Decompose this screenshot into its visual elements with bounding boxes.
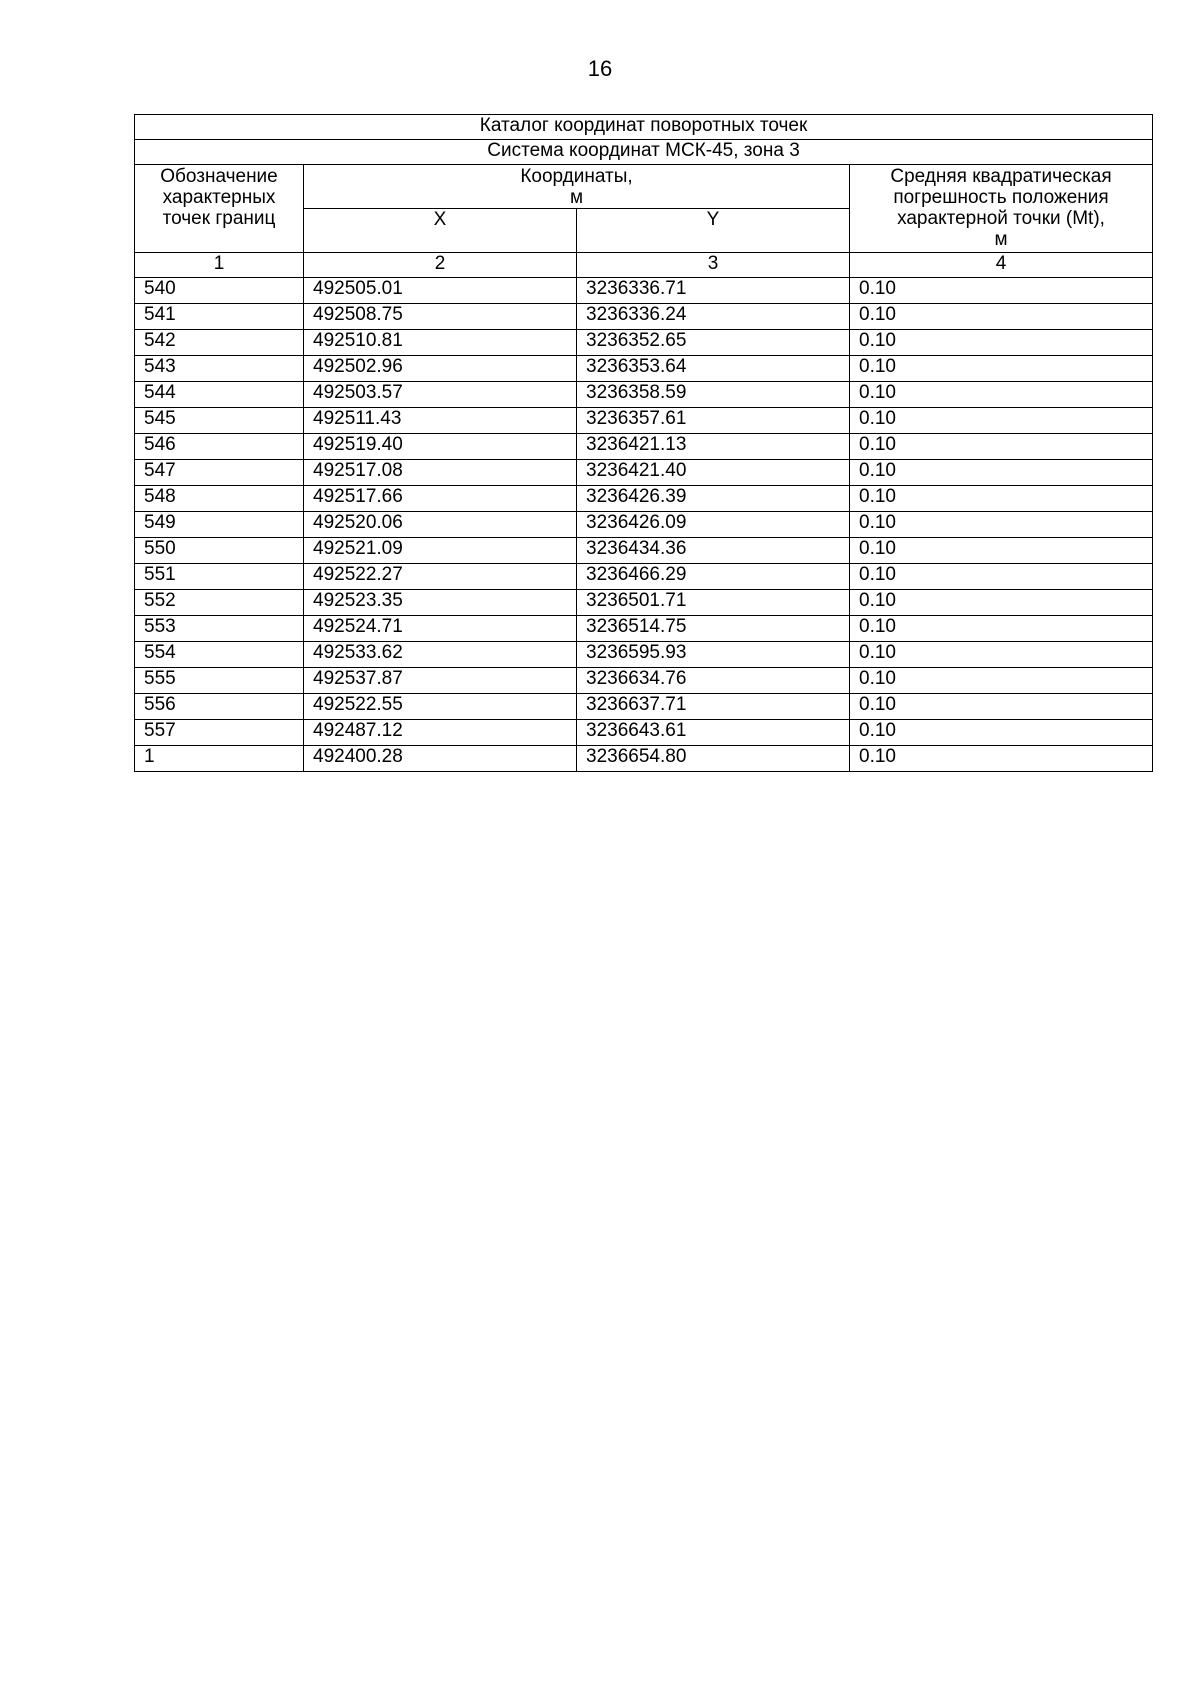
point-id-cell: 554	[135, 642, 304, 668]
point-id-cell: 550	[135, 538, 304, 564]
header-y: Y	[577, 209, 850, 253]
error-cell: 0.10	[850, 434, 1153, 460]
y-coordinate-cell: 3236654.80	[577, 746, 850, 772]
point-id-cell: 548	[135, 486, 304, 512]
column-number: 2	[304, 253, 577, 278]
error-cell: 0.10	[850, 668, 1153, 694]
point-id-cell: 552	[135, 590, 304, 616]
column-number: 1	[135, 253, 304, 278]
table-row	[135, 694, 1153, 720]
y-coordinate-cell: 3236426.09	[577, 512, 850, 538]
point-id-cell: 545	[135, 408, 304, 434]
x-coordinate-cell: 492524.71	[304, 616, 577, 642]
point-id-cell: 553	[135, 616, 304, 642]
table-row	[135, 356, 1153, 382]
coord-system-label: Система координат МСК-45, зона 3	[135, 140, 1153, 165]
table-row	[135, 330, 1153, 356]
header-mean-square-error: Средняя квадратическая погрешность положения характерной точки (Mt), м	[850, 165, 1153, 253]
column-number-row	[135, 253, 1153, 278]
table-row	[135, 304, 1153, 330]
error-cell: 0.10	[850, 642, 1153, 668]
x-coordinate-cell: 492517.66	[304, 486, 577, 512]
error-cell: 0.10	[850, 616, 1153, 642]
point-id-cell: 540	[135, 278, 304, 304]
header-point-label: Обозначение характерных точек границ	[135, 165, 304, 253]
page-number: 16	[587, 56, 613, 81]
point-id-cell: 541	[135, 304, 304, 330]
table-row	[135, 460, 1153, 486]
table-row	[135, 590, 1153, 616]
x-coordinate-cell: 492400.28	[304, 746, 577, 772]
x-coordinate-cell: 492503.57	[304, 382, 577, 408]
x-coordinate-cell: 492517.08	[304, 460, 577, 486]
header-row	[135, 165, 1153, 209]
table-row	[135, 720, 1153, 746]
error-cell: 0.10	[850, 278, 1153, 304]
coordinates-catalog-table	[134, 114, 1153, 772]
x-coordinate-cell: 492521.09	[304, 538, 577, 564]
y-coordinate-cell: 3236501.71	[577, 590, 850, 616]
x-coordinate-cell: 492505.01	[304, 278, 577, 304]
point-id-cell: 555	[135, 668, 304, 694]
table-row	[135, 434, 1153, 460]
point-id-cell: 542	[135, 330, 304, 356]
x-coordinate-cell: 492533.62	[304, 642, 577, 668]
y-coordinate-cell: 3236643.61	[577, 720, 850, 746]
y-coordinate-cell: 3236421.40	[577, 460, 850, 486]
x-coordinate-cell: 492520.06	[304, 512, 577, 538]
x-coordinate-cell: 492510.81	[304, 330, 577, 356]
table-row	[135, 486, 1153, 512]
point-id-cell: 556	[135, 694, 304, 720]
x-coordinate-cell: 492522.27	[304, 564, 577, 590]
y-coordinate-cell: 3236595.93	[577, 642, 850, 668]
point-id-cell: 543	[135, 356, 304, 382]
point-id-cell: 549	[135, 512, 304, 538]
y-coordinate-cell: 3236358.59	[577, 382, 850, 408]
y-coordinate-cell: 3236353.64	[577, 356, 850, 382]
error-cell: 0.10	[850, 564, 1153, 590]
y-coordinate-cell: 3236634.76	[577, 668, 850, 694]
point-id-cell: 546	[135, 434, 304, 460]
y-coordinate-cell: 3236352.65	[577, 330, 850, 356]
error-cell: 0.10	[850, 486, 1153, 512]
y-coordinate-cell: 3236466.29	[577, 564, 850, 590]
point-id-cell: 557	[135, 720, 304, 746]
table-row	[135, 616, 1153, 642]
error-cell: 0.10	[850, 408, 1153, 434]
column-number: 4	[850, 253, 1153, 278]
point-id-cell: 551	[135, 564, 304, 590]
x-coordinate-cell: 492519.40	[304, 434, 577, 460]
point-id-cell: 1	[135, 746, 304, 772]
error-cell: 0.10	[850, 694, 1153, 720]
x-coordinate-cell: 492537.87	[304, 668, 577, 694]
error-cell: 0.10	[850, 720, 1153, 746]
table-title: Каталог координат поворотных точек	[135, 115, 1153, 140]
table-row	[135, 408, 1153, 434]
table-title-row	[135, 115, 1153, 140]
table-row	[135, 512, 1153, 538]
point-id-cell: 547	[135, 460, 304, 486]
y-coordinate-cell: 3236426.39	[577, 486, 850, 512]
coord-system-row	[135, 140, 1153, 165]
table-body	[135, 278, 1153, 772]
table-row	[135, 382, 1153, 408]
y-coordinate-cell: 3236336.24	[577, 304, 850, 330]
table-row	[135, 538, 1153, 564]
error-cell: 0.10	[850, 460, 1153, 486]
error-cell: 0.10	[850, 382, 1153, 408]
error-cell: 0.10	[850, 304, 1153, 330]
y-coordinate-cell: 3236357.61	[577, 408, 850, 434]
table-row	[135, 278, 1153, 304]
x-coordinate-cell: 492511.43	[304, 408, 577, 434]
x-coordinate-cell: 492502.96	[304, 356, 577, 382]
error-cell: 0.10	[850, 590, 1153, 616]
error-cell: 0.10	[850, 538, 1153, 564]
y-coordinate-cell: 3236514.75	[577, 616, 850, 642]
table-row	[135, 564, 1153, 590]
x-coordinate-cell: 492508.75	[304, 304, 577, 330]
table-row	[135, 746, 1153, 772]
table-row	[135, 642, 1153, 668]
column-number: 3	[577, 253, 850, 278]
header-x: X	[304, 209, 577, 253]
y-coordinate-cell: 3236637.71	[577, 694, 850, 720]
error-cell: 0.10	[850, 356, 1153, 382]
x-coordinate-cell: 492523.35	[304, 590, 577, 616]
error-cell: 0.10	[850, 512, 1153, 538]
x-coordinate-cell: 492487.12	[304, 720, 577, 746]
x-coordinate-cell: 492522.55	[304, 694, 577, 720]
y-coordinate-cell: 3236336.71	[577, 278, 850, 304]
y-coordinate-cell: 3236434.36	[577, 538, 850, 564]
header-coordinates: Координаты, м	[304, 165, 850, 209]
error-cell: 0.10	[850, 330, 1153, 356]
error-cell: 0.10	[850, 746, 1153, 772]
table-row	[135, 668, 1153, 694]
point-id-cell: 544	[135, 382, 304, 408]
y-coordinate-cell: 3236421.13	[577, 434, 850, 460]
